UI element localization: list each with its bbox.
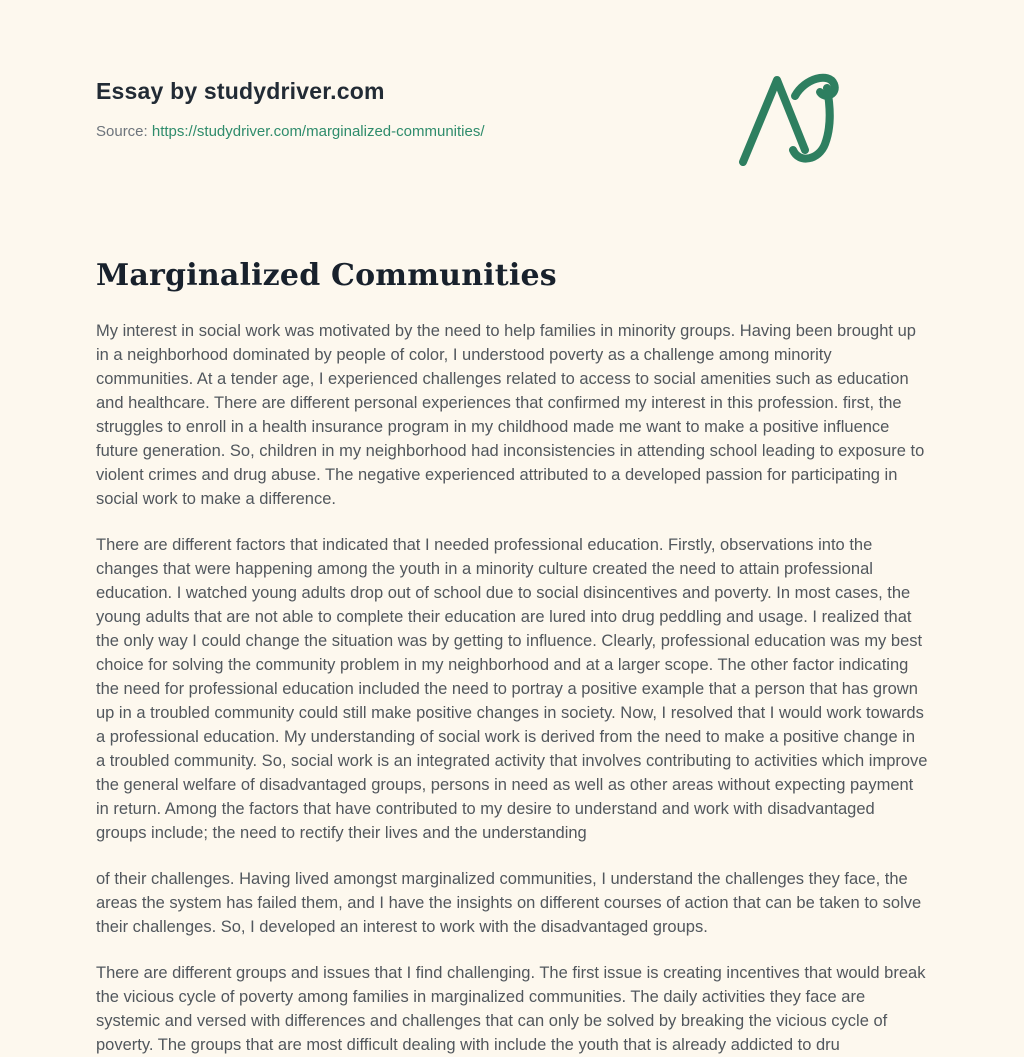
essay-by-heading: Essay by studydriver.com xyxy=(96,78,385,104)
paragraph: of their challenges. Having lived amongst marginalized communities, I understand the challenges they face, the areas the system has failed them, and I have the insights on different courses of action that can be taken to solve their challenges. So, I developed an interest to work with the disadvantaged groups. xyxy=(96,870,922,936)
page-header xyxy=(96,78,928,140)
source-label: Source: xyxy=(96,123,148,140)
studydriver-logo-icon xyxy=(737,70,853,166)
studydriver-logo xyxy=(737,70,853,166)
paragraph: There are different groups and issues that I find challenging. The first issue is creating incentives that would break the vicious cycle of poverty among families in marginalized communities. The daily activities they face are systemic and versed with differences and challenges that can only be solved by breaking the vicious cycle of poverty. The groups that are most difficult dealing with include the youth that is already addicted to dru xyxy=(96,964,926,1054)
paragraph: There are different factors that indicated that I needed professional education. Firstly, observations into the changes that were happening among the youth in a minority culture created the need to attain professional education. I watched young adults drop out of school due to social disincentives and poverty. In most cases, the young adults that are not able to complete their education are lured into drug peddling and usage. I realized that the only way I could change the situation was by getting to influence. Clearly, professional education was my best choice for solving the community problem in my neighborhood and at a larger scope. The other factor indicating the need for professional education included the need to portray a positive example that a person that has grown up in a troubled community could still make positive changes in society. Now, I resolved that I would work towards a professional education. My understanding of social work is derived from the need to make a positive change in a troubled community. So, social work is an integrated activity that involves contributing to activities which improve the general welfare of disadvantaged groups, persons in need as well as other areas without expecting payment in return. Among the factors that have contributed to my desire to understand and work with disadvantaged groups include; the need to rectify their lives and the understanding xyxy=(96,536,928,842)
document-body xyxy=(96,319,928,1057)
document-title: Marginalized Communities xyxy=(96,258,557,293)
paragraph: My interest in social work was motivated by the need to help families in minority groups. Having been brought up in a neighborhood dominated by people of color, I understood poverty as a challenge among minority communities. At a tender age, I experienced challenges related to access to social amenities such as education and healthcare. There are different personal experiences that confirmed my interest in this profession. first, the struggles to enroll in a health insurance program in my childhood made me want to make a positive influence future generation. So, children in my neighborhood had inconsistencies in attending school leading to exposure to violent crimes and drug abuse. The negative experienced attributed to a developed passion for participating in social work to make a difference. xyxy=(96,322,925,508)
source-link[interactable]: https://studydriver.com/marginalized-communities/ xyxy=(151,123,485,140)
